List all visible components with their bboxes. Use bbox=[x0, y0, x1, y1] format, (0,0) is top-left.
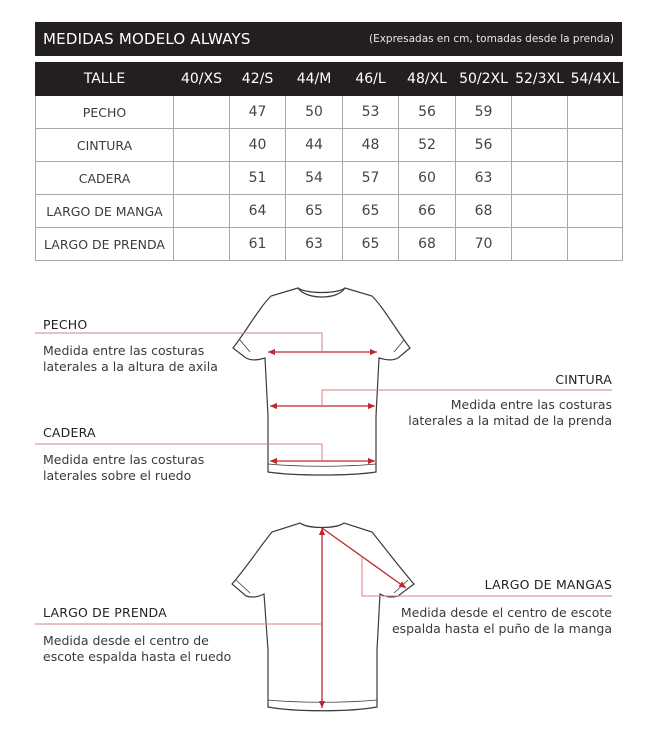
back-shirt-outline bbox=[232, 523, 414, 711]
row-label: PECHO bbox=[36, 96, 174, 129]
table-cell: 68 bbox=[399, 228, 456, 261]
table-cell: 51 bbox=[230, 162, 286, 195]
pecho-title: PECHO bbox=[43, 317, 88, 332]
largo-mangas-desc-line: espalda hasta el puño de la manga bbox=[391, 621, 612, 636]
table-cell: 61 bbox=[230, 228, 286, 261]
column-header: TALLE bbox=[36, 63, 174, 96]
column-header: 54/4XL bbox=[568, 63, 623, 96]
table-cell: 53 bbox=[343, 96, 399, 129]
table-cell: 44 bbox=[286, 129, 343, 162]
table-cell: 68 bbox=[456, 195, 512, 228]
row-label: CADERA bbox=[36, 162, 174, 195]
size-chart-title: MEDIDAS MODELO ALWAYS bbox=[43, 30, 251, 48]
largo-mangas-title: LARGO DE MANGAS bbox=[484, 577, 612, 592]
pecho-description bbox=[43, 343, 218, 375]
table-cell: 63 bbox=[286, 228, 343, 261]
cadera-desc-line: laterales sobre el ruedo bbox=[43, 468, 192, 483]
column-header: 44/M bbox=[286, 63, 343, 96]
largo-mangas-desc-line: Medida desde el centro de escote bbox=[400, 605, 612, 620]
largo-prenda-description bbox=[43, 633, 231, 665]
table-cell: 47 bbox=[230, 96, 286, 129]
column-header: 40/XS bbox=[174, 63, 230, 96]
cintura-description bbox=[408, 397, 612, 429]
table-cell: 70 bbox=[456, 228, 512, 261]
cadera-desc-line: Medida entre las costuras bbox=[43, 452, 205, 467]
table-cell: 54 bbox=[286, 162, 343, 195]
table-cell: 50 bbox=[286, 96, 343, 129]
largo-prenda-desc-line: Medida desde el centro de bbox=[43, 633, 209, 648]
table-cell: 66 bbox=[399, 195, 456, 228]
table-cell: 65 bbox=[343, 195, 399, 228]
table-cell: 65 bbox=[286, 195, 343, 228]
column-header: 52/3XL bbox=[512, 63, 568, 96]
pecho-desc-line: laterales a la altura de axila bbox=[43, 359, 218, 374]
largo-prenda-desc-line: escote espalda hasta el ruedo bbox=[43, 649, 232, 664]
table-cell: 52 bbox=[399, 129, 456, 162]
table-cell: 64 bbox=[230, 195, 286, 228]
table-cell: 59 bbox=[456, 96, 512, 129]
row-label: LARGO DE MANGA bbox=[36, 195, 174, 228]
column-header: 42/S bbox=[230, 63, 286, 96]
cintura-title: CINTURA bbox=[555, 372, 612, 387]
table-cell: 65 bbox=[343, 228, 399, 261]
table-cell: 63 bbox=[456, 162, 512, 195]
table-cell: 57 bbox=[343, 162, 399, 195]
column-header: 50/2XL bbox=[456, 63, 512, 96]
table-cell: 40 bbox=[230, 129, 286, 162]
row-label: CINTURA bbox=[36, 129, 174, 162]
pecho-desc-line: Medida entre las costuras bbox=[43, 343, 205, 358]
size-chart-note: (Expresadas en cm, tomadas desde la prenda) bbox=[368, 33, 614, 45]
cintura-desc-line: laterales a la mitad de la prenda bbox=[408, 413, 612, 428]
largo-prenda-title: LARGO DE PRENDA bbox=[43, 605, 167, 620]
row-label: LARGO DE PRENDA bbox=[36, 228, 174, 261]
cintura-desc-line: Medida entre las costuras bbox=[450, 397, 612, 412]
table-cell: 56 bbox=[399, 96, 456, 129]
cadera-description bbox=[43, 452, 204, 484]
table-cell: 60 bbox=[399, 162, 456, 195]
cadera-title: CADERA bbox=[43, 425, 96, 440]
column-header: 48/XL bbox=[399, 63, 456, 96]
column-header: 46/L bbox=[343, 63, 399, 96]
table-cell: 56 bbox=[456, 129, 512, 162]
largo-mangas-description bbox=[392, 605, 612, 637]
table-cell: 48 bbox=[343, 129, 399, 162]
